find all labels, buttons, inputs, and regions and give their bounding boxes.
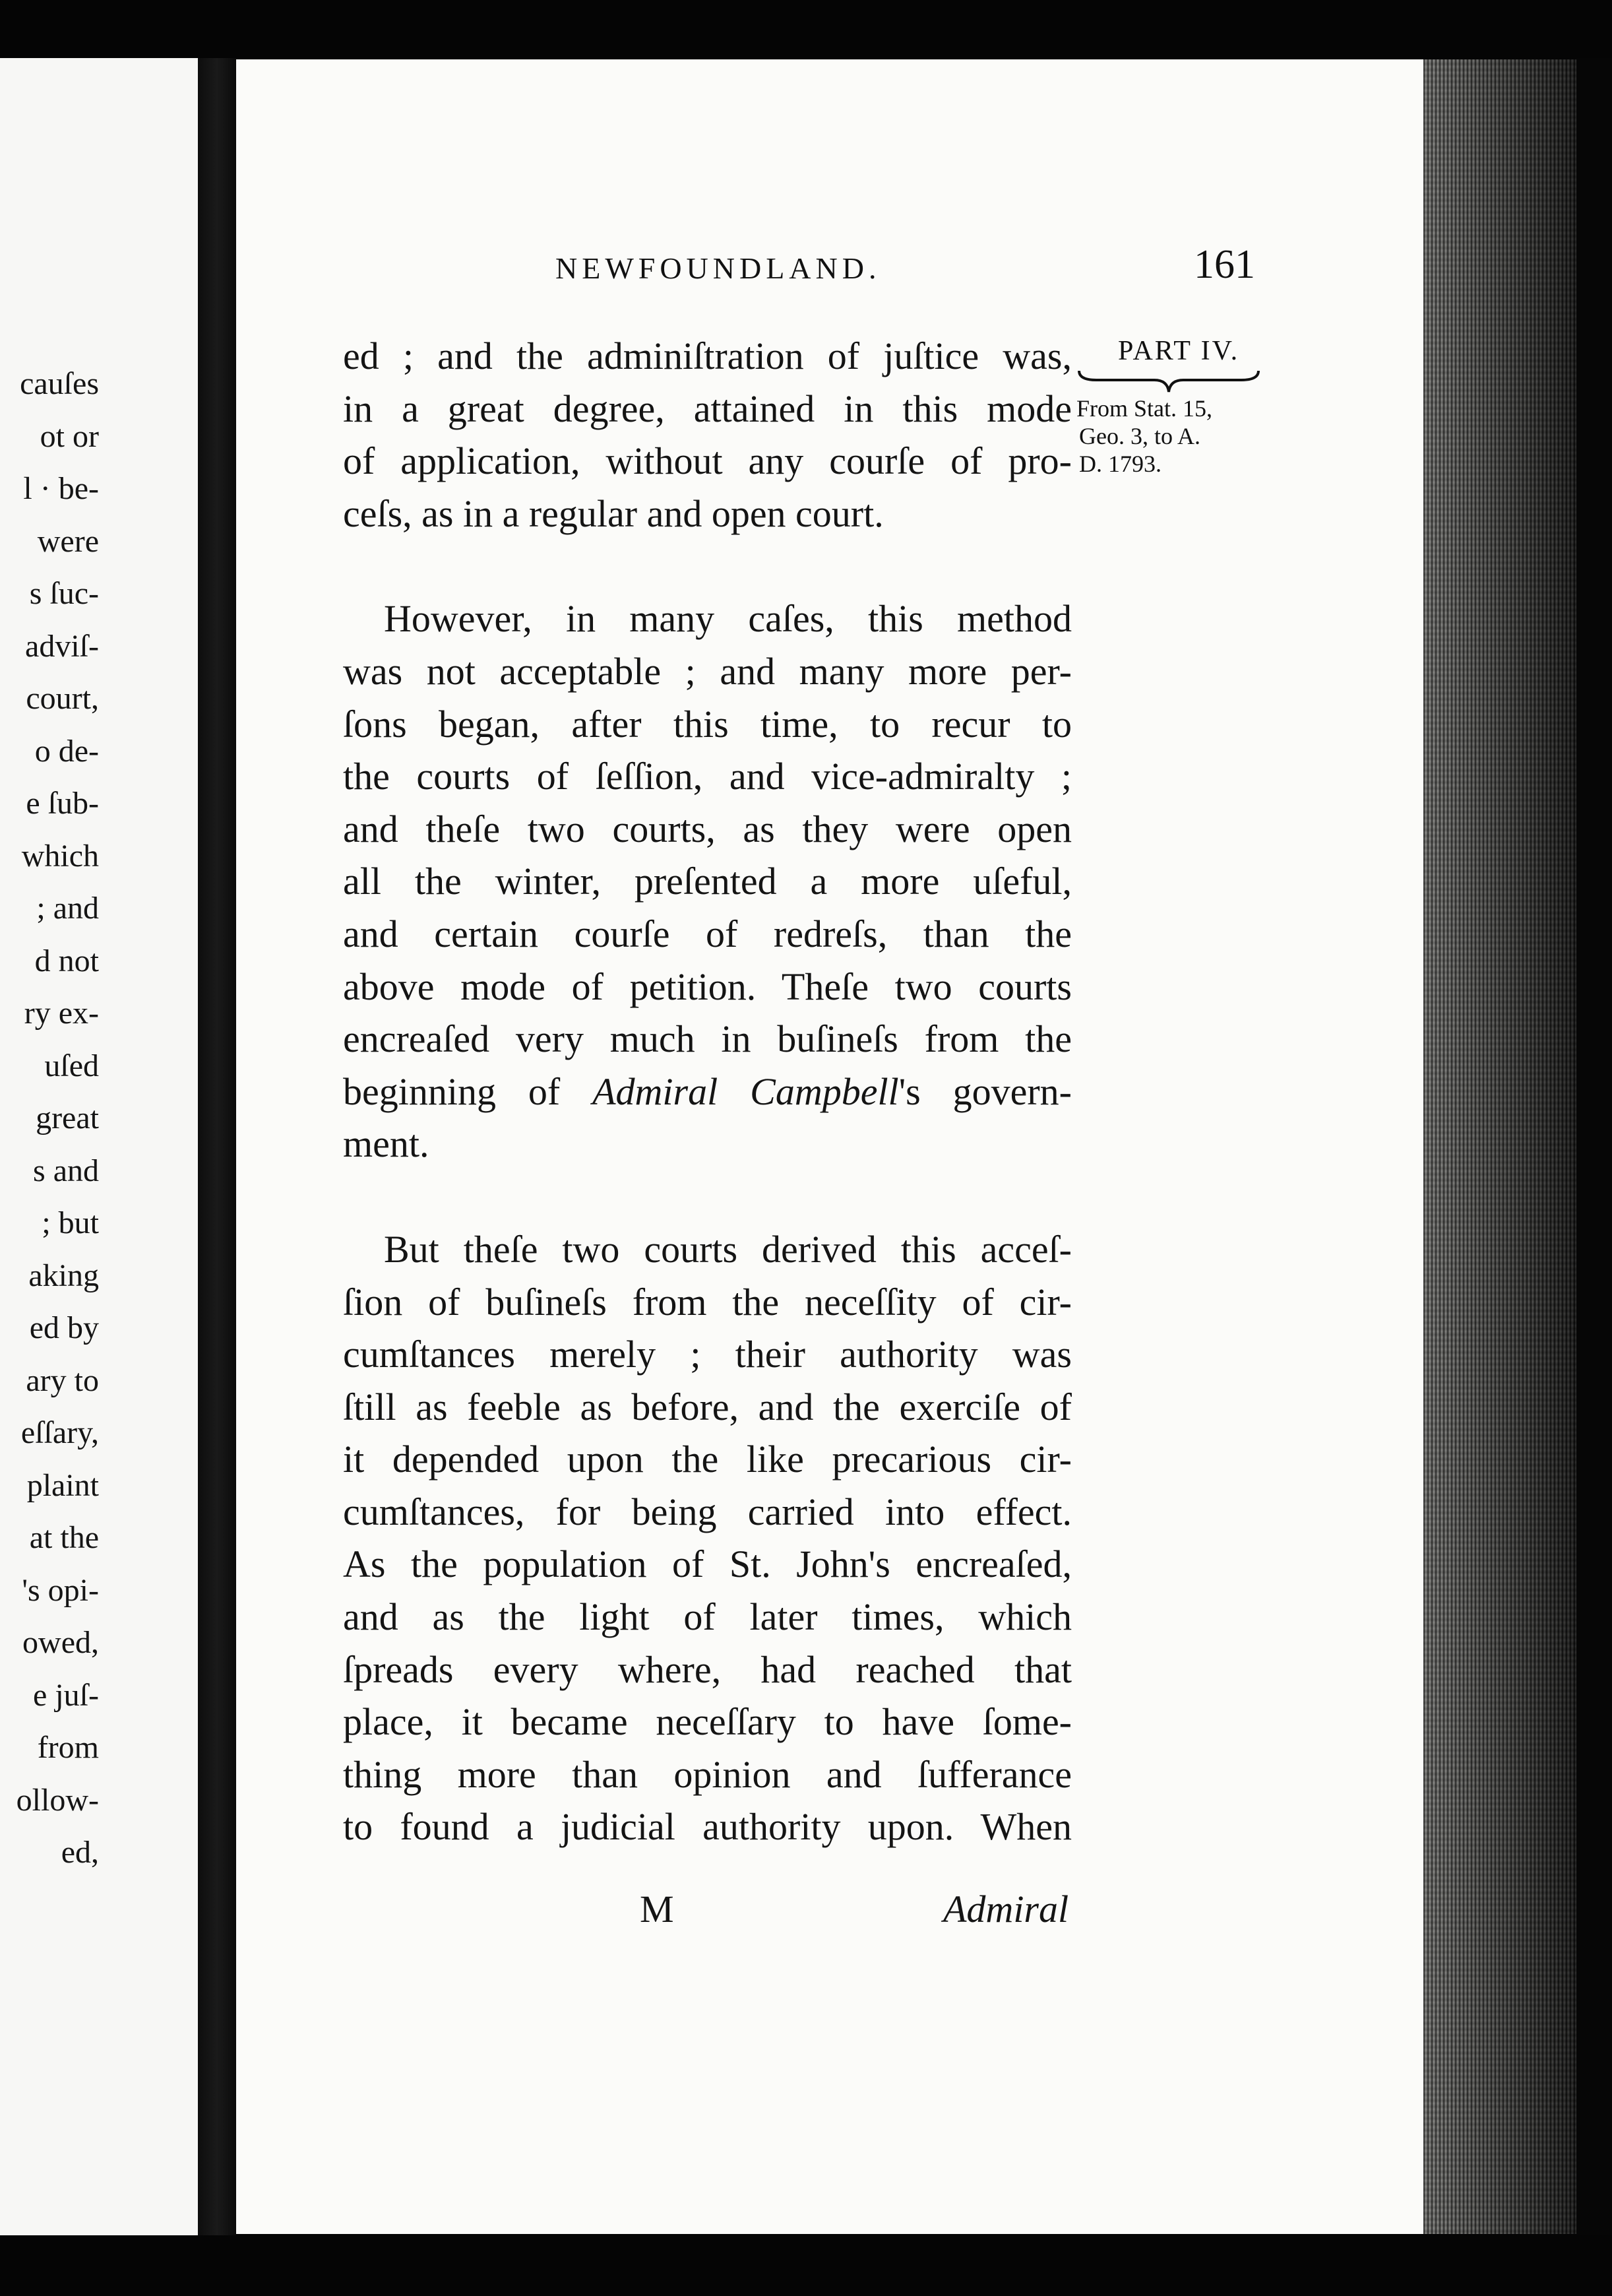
previous-page-line-end: ary to (26, 1362, 99, 1398)
signature-mark: M (640, 1888, 674, 1930)
text-line: However, in many caſes, this method (384, 597, 1072, 641)
previous-page-line-end: eſſary, (20, 1415, 99, 1450)
text-line: ſtill as feeble as before, and the exerciſe of (343, 1385, 1072, 1428)
previous-page-line-end: aking (28, 1258, 99, 1293)
text-line: to found a judicial authority upon. When (343, 1805, 1072, 1849)
text-line: and as the light of later times, which (343, 1595, 1072, 1639)
previous-page-line-end: ot or (40, 418, 99, 454)
previous-page-line-end: at the (29, 1520, 99, 1555)
text-line: and theſe two courts, as they were open (343, 807, 1072, 850)
text-line: ed ; and the adminiſtration of juſtice was, (343, 335, 1072, 377)
previous-page-line-end: ed, (61, 1835, 99, 1870)
page-number: 161 (1194, 242, 1255, 287)
text-line: place, it became neceſſary to have ſome- (343, 1700, 1072, 1744)
previous-page (0, 58, 202, 2235)
catchword: Admiral (943, 1888, 1069, 1930)
text-line: and certain courſe of redreſs, than the (343, 912, 1072, 955)
previous-page-line-end: s ſuc- (29, 576, 99, 611)
italic-name: Admiral Campbell (592, 1069, 899, 1113)
previous-page-line-end: uſed (44, 1048, 99, 1083)
text-line: above mode of petition. Theſe two courts (343, 965, 1072, 1008)
text-line: But theſe two courts derived this acceſ- (384, 1227, 1072, 1271)
previous-page-line-end: ollow- (16, 1782, 99, 1818)
text-line: As the population of St. John's encreaſed, (343, 1543, 1072, 1586)
previous-page-line-end: ry ex- (24, 996, 99, 1031)
previous-page-line-end: great (36, 1100, 99, 1135)
previous-page-line-end: ; and (36, 891, 99, 926)
text-line: was not acceptable ; and many more per- (343, 649, 1072, 693)
text-line: it depended upon the like precarious cir- (343, 1438, 1072, 1481)
previous-page-line-end: owed, (22, 1625, 99, 1660)
page-edge-shadow (1423, 59, 1576, 2234)
text-line: of application, without any courſe of pro- (343, 439, 1072, 483)
previous-page-line-end: cauſes (20, 366, 99, 401)
previous-page-line-end: o de- (34, 733, 99, 769)
previous-page-line-ends (0, 358, 99, 1879)
margin-note (1076, 335, 1268, 478)
margin-note-line: From Stat. 15, (1076, 395, 1213, 422)
previous-page-line-end: ed by (29, 1310, 99, 1345)
text-line: cumſtances, for being carried into effect. (343, 1490, 1072, 1533)
previous-page-line-end: adviſ- (25, 628, 99, 664)
text-line: ment. (343, 1122, 429, 1166)
body-text (343, 330, 1072, 1853)
curly-brace-icon (1076, 368, 1261, 395)
previous-page-line-end: l · be- (23, 471, 99, 506)
text-span: 's govern- (898, 1069, 1072, 1113)
text-line: ſion of buſineſs from the neceſſity of cir- (343, 1280, 1072, 1323)
previous-page-line-end: s and (33, 1153, 99, 1188)
text-line: encreaſed very much in buſineſs from the (343, 1017, 1072, 1061)
previous-page-line-end: court, (26, 681, 99, 716)
running-head: NEWFOUNDLAND. (555, 251, 881, 285)
text-line: ſons began, after this time, to recur to (343, 702, 1072, 746)
previous-page-line-end: 's opi- (22, 1572, 99, 1608)
text-line: all the winter, preſented a more uſeful, (343, 860, 1072, 903)
book-gutter (198, 58, 236, 2235)
margin-note-line: Geo. 3, to A. (1079, 423, 1200, 449)
text-line: ceſs, as in a regular and open court. (343, 492, 884, 535)
previous-page-line-end: d not (34, 943, 99, 978)
text-span: beginning of (343, 1069, 593, 1113)
text-line: cumſtances merely ; their authority was (343, 1333, 1072, 1376)
previous-page-line-end: plaint (26, 1467, 99, 1503)
previous-page-line-end: e juſ- (33, 1677, 99, 1713)
text-line: in a great degree, attained in this mode (343, 387, 1072, 430)
previous-page-line-end: from (37, 1730, 99, 1765)
margin-note-line: D. 1793. (1079, 451, 1162, 477)
text-line: thing more than opinion and ſufferance (343, 1752, 1072, 1796)
previous-page-line-end: ; but (42, 1205, 99, 1240)
previous-page-line-end: which (21, 838, 99, 874)
text-line: ſpreads every where, had reached that (343, 1647, 1072, 1691)
previous-page-line-end: were (37, 523, 99, 559)
previous-page-line-end: e ſub- (26, 786, 99, 821)
text-line-with-italic (343, 1066, 1072, 1118)
scan-border (1576, 58, 1612, 2235)
margin-note-title: PART IV. (1117, 336, 1240, 366)
text-line: the courts of ſeſſion, and vice-admiralty ; (343, 755, 1072, 798)
